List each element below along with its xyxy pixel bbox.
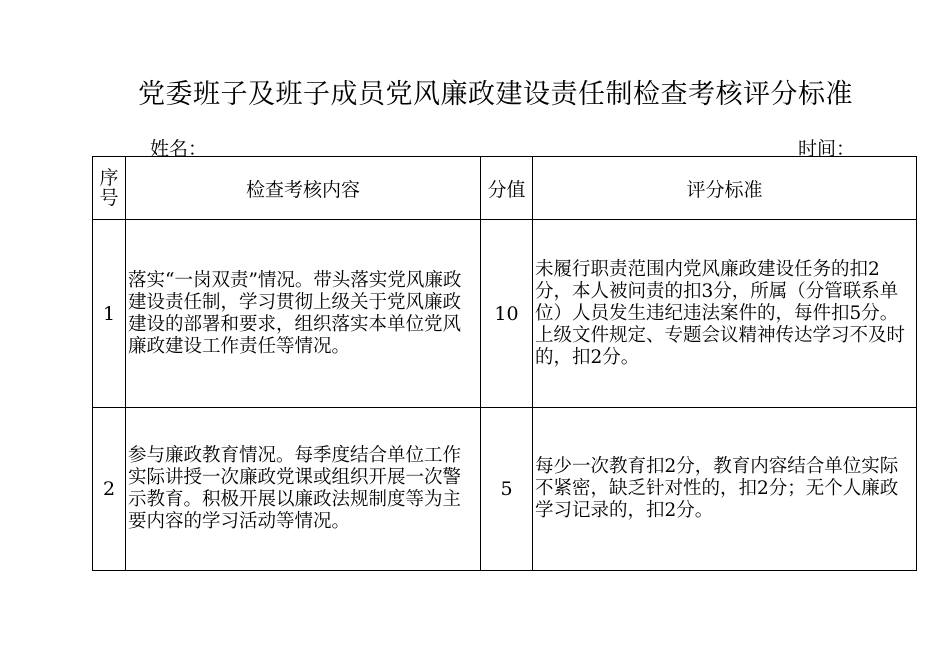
document-title: 党委班子及班子成员党风廉政建设责任制检查考核评分标准 [138, 79, 853, 110]
table-row [93, 408, 917, 571]
table-row [93, 220, 917, 408]
row-score: 5 [481, 408, 533, 571]
time-label: 时间： [798, 138, 856, 160]
row-index: 2 [93, 408, 126, 571]
row-content: 落实“一岗双责”情况。带头落实党风廉政建设责任制，学习贯彻上级关于党风廉政建设的部署和要求，组织落实本单位党风廉政建设工作责任等情况。 [126, 220, 481, 408]
scoring-table [92, 156, 917, 571]
row-content: 参与廉政教育情况。每季度结合单位工作实际讲授一次廉政党课或组织开展一次警示教育。积极开展以廉政法规制度等为主要内容的学习活动等情况。 [126, 408, 481, 571]
row-criteria: 未履行职责范围内党风廉政建设任务的扣2分，本人被问责的扣3分，所属（分管联系单位）人员发生违纪违法案件的，每件扣5分。上级文件规定、专题会议精神传达学习不及时的，扣2分。 [533, 220, 917, 408]
row-index: 1 [93, 220, 126, 408]
row-criteria: 每少一次教育扣2分，教育内容结合单位实际不紧密，缺乏针对性的，扣2分；无个人廉政学习记录的，扣2分。 [533, 408, 917, 571]
header-content: 检查考核内容 [126, 157, 481, 220]
name-label: 姓名： [150, 138, 208, 160]
header-row [93, 157, 917, 220]
header-criteria: 评分标准 [533, 157, 917, 220]
row-score: 10 [481, 220, 533, 408]
header-score: 分值 [481, 157, 533, 220]
header-index: 序号 [93, 157, 126, 220]
